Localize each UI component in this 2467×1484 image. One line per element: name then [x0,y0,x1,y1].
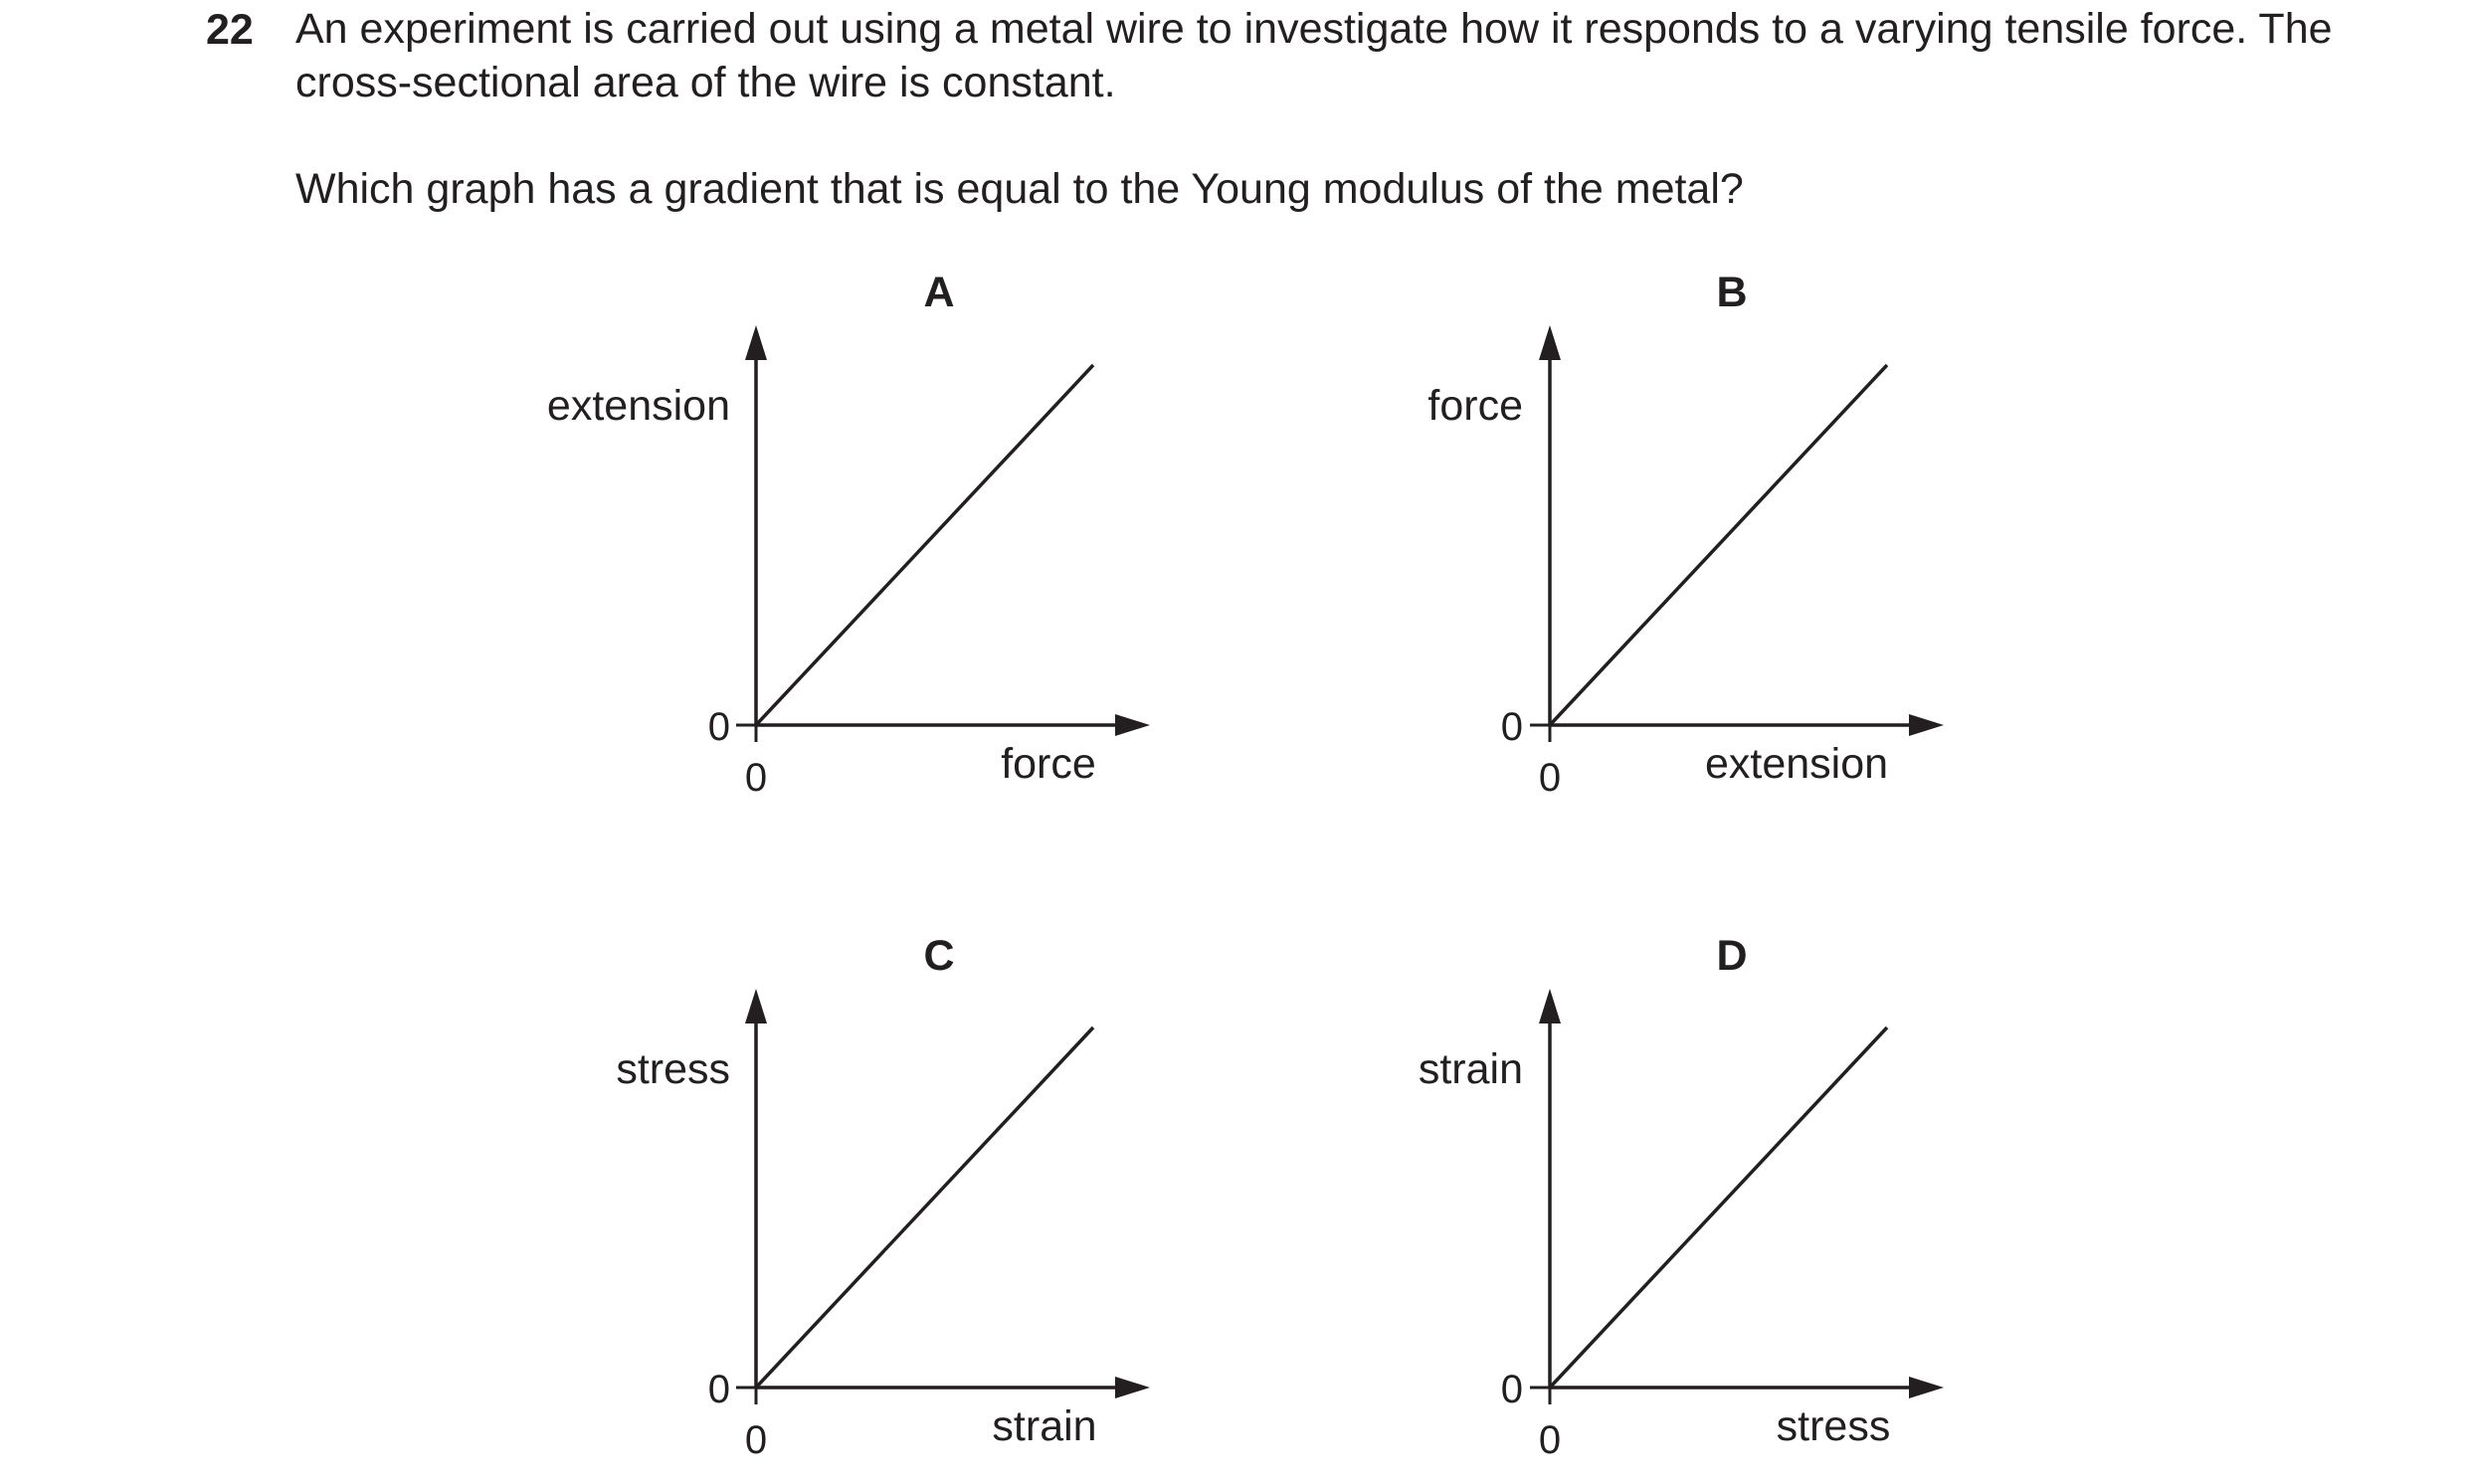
option-c-graph [616,932,1150,1462]
question-stem: An experiment is carried out using a metal wire to investigate how it responds to a varying tensile force. The cross-sectional area of the wire is constant. [295,5,2333,106]
x-axis-arrowhead [1909,714,1944,736]
y-axis-label: force [1427,382,1523,430]
option-b-graph [1427,269,1944,800]
x-axis-arrowhead [1909,1377,1944,1398]
x-axis-label: strain [992,1402,1097,1450]
option-d-graph [1419,932,1944,1462]
option-letter: D [1716,932,1748,980]
x-axis-label: force [1001,740,1096,788]
x-axis-zero-label: 0 [744,1418,768,1462]
y-axis-arrowhead [745,989,767,1023]
y-axis-zero-label: 0 [1500,1368,1523,1411]
option-letter: A [923,269,955,316]
series-line [756,1027,1093,1388]
y-axis-zero-label: 0 [707,705,730,749]
x-axis-zero-label: 0 [1538,756,1562,800]
x-axis-zero-label: 0 [1538,1418,1562,1462]
y-axis-arrowhead [1539,325,1561,360]
y-axis-arrowhead [1539,989,1561,1023]
y-axis-label: stress [616,1045,730,1093]
x-axis-arrowhead [1115,714,1150,736]
x-axis-label: extension [1704,740,1889,788]
option-letter: C [923,932,955,980]
y-axis-label: extension [546,382,730,430]
y-axis-zero-label: 0 [1500,705,1523,749]
series-line [1550,1027,1887,1388]
y-axis-arrowhead [745,325,767,360]
y-axis-zero-label: 0 [707,1368,730,1411]
series-line [756,365,1093,725]
x-axis-label: stress [1776,1402,1891,1450]
question-number: 22 [206,6,254,54]
question-prompt: Which graph has a gradient that is equal to the Young modulus of the metal? [295,165,1744,213]
series-line [1550,365,1887,725]
option-letter: B [1716,269,1748,316]
x-axis-arrowhead [1115,1377,1150,1398]
y-axis-label: strain [1418,1045,1523,1093]
option-a-graph [547,269,1150,800]
x-axis-zero-label: 0 [744,756,768,800]
